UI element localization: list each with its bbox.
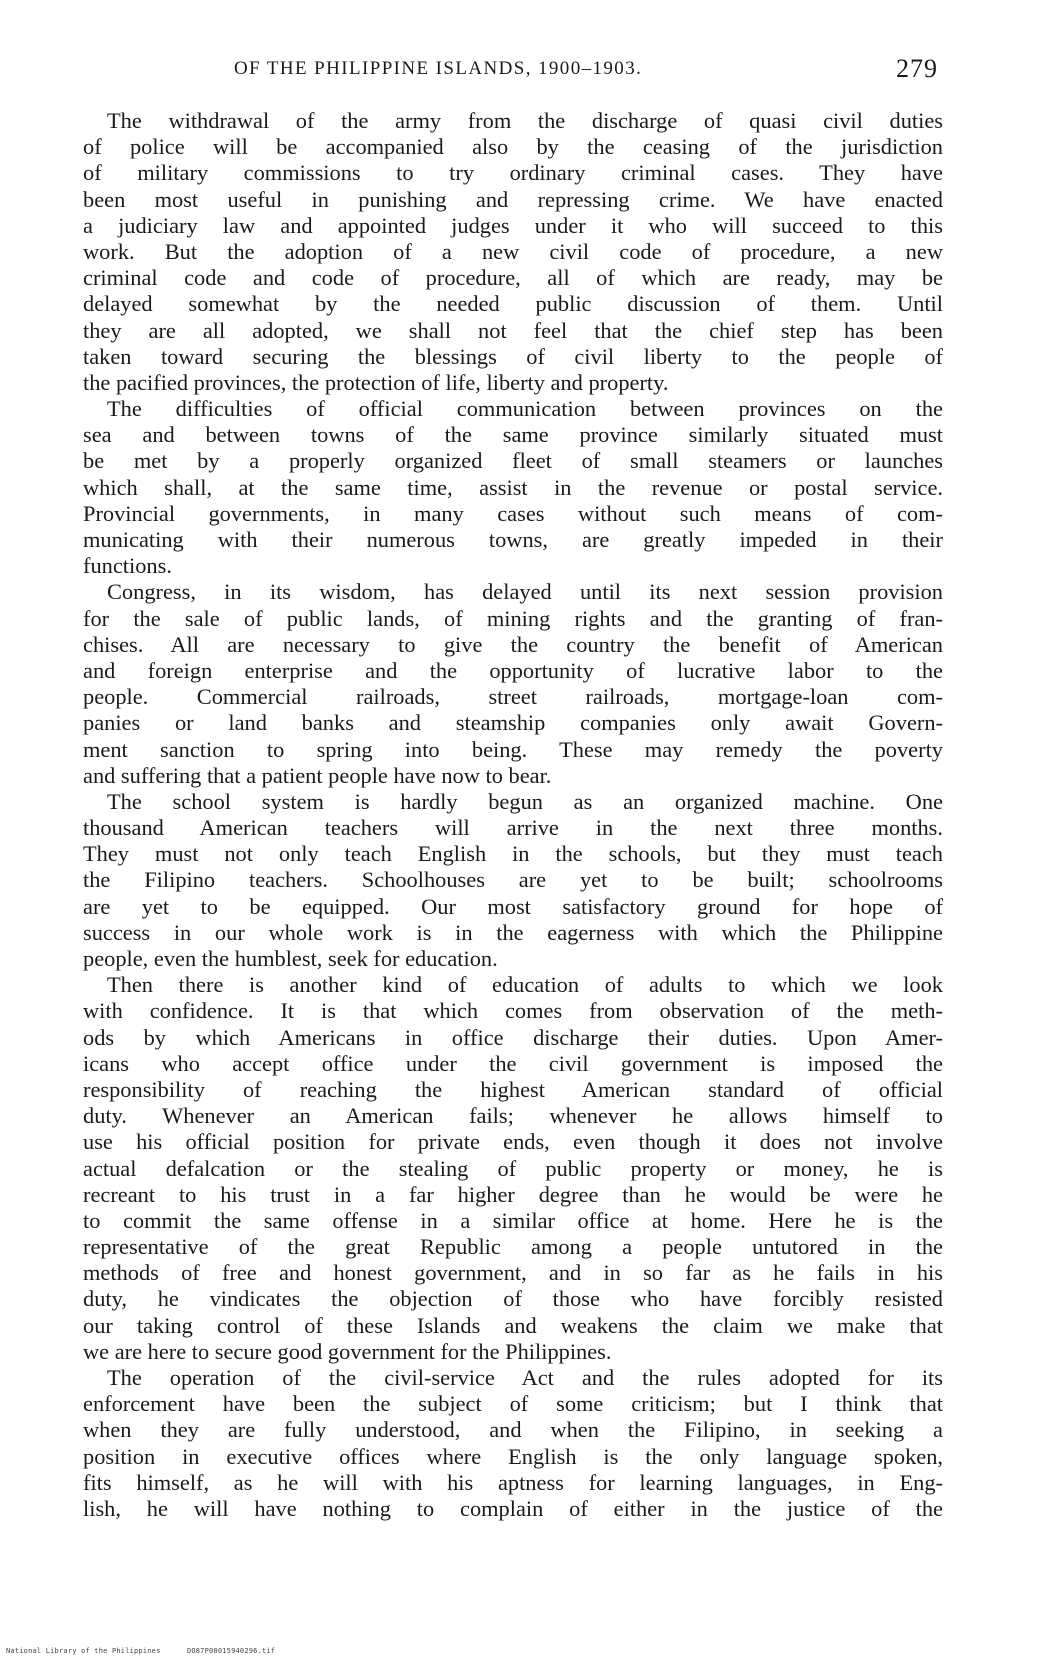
text-line: our taking control of these Islands and weakens the claim we make that xyxy=(83,1312,943,1338)
scan-file-name: DO87P00015940296.tif xyxy=(186,1647,276,1655)
text-line: sea and between towns of the same province similarly situated must xyxy=(83,422,943,448)
text-line: icans who accept office under the civil government is imposed the xyxy=(83,1050,943,1076)
paragraph xyxy=(83,579,943,789)
text-line: which shall, at the same time, assist in the revenue or postal service. xyxy=(83,474,943,500)
text-line: position in executive offices where English is the only language spoken, xyxy=(83,1443,943,1469)
text-line: enforcement have been the subject of some criticism; but I think that xyxy=(83,1391,943,1417)
text-line: taken toward securing the blessings of civil liberty to the people of xyxy=(83,343,943,369)
text-line: recreant to his trust in a far higher degree than he would be were he xyxy=(83,1181,943,1207)
text-line: the pacified provinces, the protection of life, liberty and property. xyxy=(83,369,669,395)
text-body xyxy=(83,108,943,1522)
text-line: duty. Whenever an American fails; whenever he allows himself to xyxy=(83,1103,943,1129)
text-line: Then there is another kind of education of adults to which we look xyxy=(107,972,943,998)
text-line: delayed somewhat by the needed public discussion of them. Until xyxy=(83,291,943,317)
text-line: The difficulties of official communication between provinces on the xyxy=(107,396,943,422)
text-line: fits himself, as he will with his aptness for learning languages, in Eng- xyxy=(83,1469,943,1495)
text-line: been most useful in punishing and repressing crime. We have enacted xyxy=(83,186,943,212)
text-line: success in our whole work is in the eagerness with which the Philippine xyxy=(83,919,943,945)
text-line: be met by a properly organized fleet of small steamers or launches xyxy=(83,448,943,474)
text-line: they are all adopted, we shall not feel that the chief step has been xyxy=(83,317,943,343)
text-line: representative of the great Republic among a people untutored in the xyxy=(83,1234,943,1260)
paragraph xyxy=(83,1365,943,1522)
text-line: and suffering that a patient people have now to bear. xyxy=(83,762,552,788)
text-line: we are here to secure good government for the Philippines. xyxy=(83,1338,612,1364)
text-line: use his official position for private ends, even though it does not involve xyxy=(83,1129,943,1155)
text-line: lish, he will have nothing to complain of either in the justice of the xyxy=(83,1495,943,1521)
text-line: and foreign enterprise and the opportunity of lucrative labor to the xyxy=(83,657,943,683)
text-line: methods of free and honest government, and in so far as he fails in his xyxy=(83,1260,943,1286)
text-line: actual defalcation or the stealing of public property or money, he is xyxy=(83,1155,943,1181)
text-line: The school system is hardly begun as an organized machine. One xyxy=(107,788,943,814)
paragraph xyxy=(83,789,943,972)
text-line: chises. All are necessary to give the country the benefit of American xyxy=(83,631,943,657)
paragraph xyxy=(83,972,943,1365)
text-line: are yet to be equipped. Our most satisfactory ground for hope of xyxy=(83,893,943,919)
text-line: municating with their numerous towns, are greatly impeded in their xyxy=(83,527,943,552)
page-number: 279 xyxy=(896,54,938,83)
running-title: OF THE PHILIPPINE ISLANDS, 1900–1903. xyxy=(234,58,643,79)
text-line: ods by which Americans in office discharge their duties. Upon Amer- xyxy=(83,1024,943,1050)
text-line: to commit the same offense in a similar office at home. Here he is the xyxy=(83,1207,943,1233)
text-line: ment sanction to spring into being. These may remedy the poverty xyxy=(83,736,943,762)
text-line: work. But the adoption of a new civil code of procedure, a new xyxy=(83,238,943,264)
text-line: functions. xyxy=(83,553,172,579)
text-line: people. Commercial railroads, street railroads, mortgage-loan com- xyxy=(83,684,943,710)
text-line: thousand American teachers will arrive in the next three months. xyxy=(83,815,943,841)
text-line: people, even the humblest, seek for education. xyxy=(83,946,498,971)
text-line: Congress, in its wisdom, has delayed until its next session provision xyxy=(107,579,943,605)
text-line: when they are fully understood, and when the Filipino, in seeking a xyxy=(83,1417,943,1443)
text-line: a judiciary law and appointed judges under it who will succeed to this xyxy=(83,212,943,238)
text-line: They must not only teach English in the schools, but they must teach xyxy=(83,841,943,867)
running-head xyxy=(88,54,938,86)
text-line: with confidence. It is that which comes from observation of the meth- xyxy=(83,998,943,1024)
paragraph xyxy=(83,108,943,396)
paragraph xyxy=(83,396,943,579)
text-line: of police will be accompanied also by the ceasing of the jurisdiction xyxy=(83,134,943,160)
text-line: criminal code and code of procedure, all of which are ready, may be xyxy=(83,265,943,291)
text-line: The operation of the civil-service Act and the rules adopted for its xyxy=(107,1365,943,1390)
text-line: responsibility of reaching the highest American standard of official xyxy=(83,1076,943,1102)
text-line: duty, he vindicates the objection of those who have forcibly resisted xyxy=(83,1286,943,1312)
text-line: The withdrawal of the army from the discharge of quasi civil duties xyxy=(107,108,943,133)
text-line: Provincial governments, in many cases without such means of com- xyxy=(83,500,943,526)
text-line: for the sale of public lands, of mining rights and the granting of fran- xyxy=(83,605,943,631)
library-credit: National Library of the Philippines xyxy=(6,1647,161,1655)
scan-footer xyxy=(6,1647,297,1655)
text-line: of military commissions to try ordinary criminal cases. They have xyxy=(83,160,943,186)
text-line: panies or land banks and steamship companies only await Govern- xyxy=(83,710,943,736)
text-line: the Filipino teachers. Schoolhouses are yet to be built; schoolrooms xyxy=(83,867,943,893)
